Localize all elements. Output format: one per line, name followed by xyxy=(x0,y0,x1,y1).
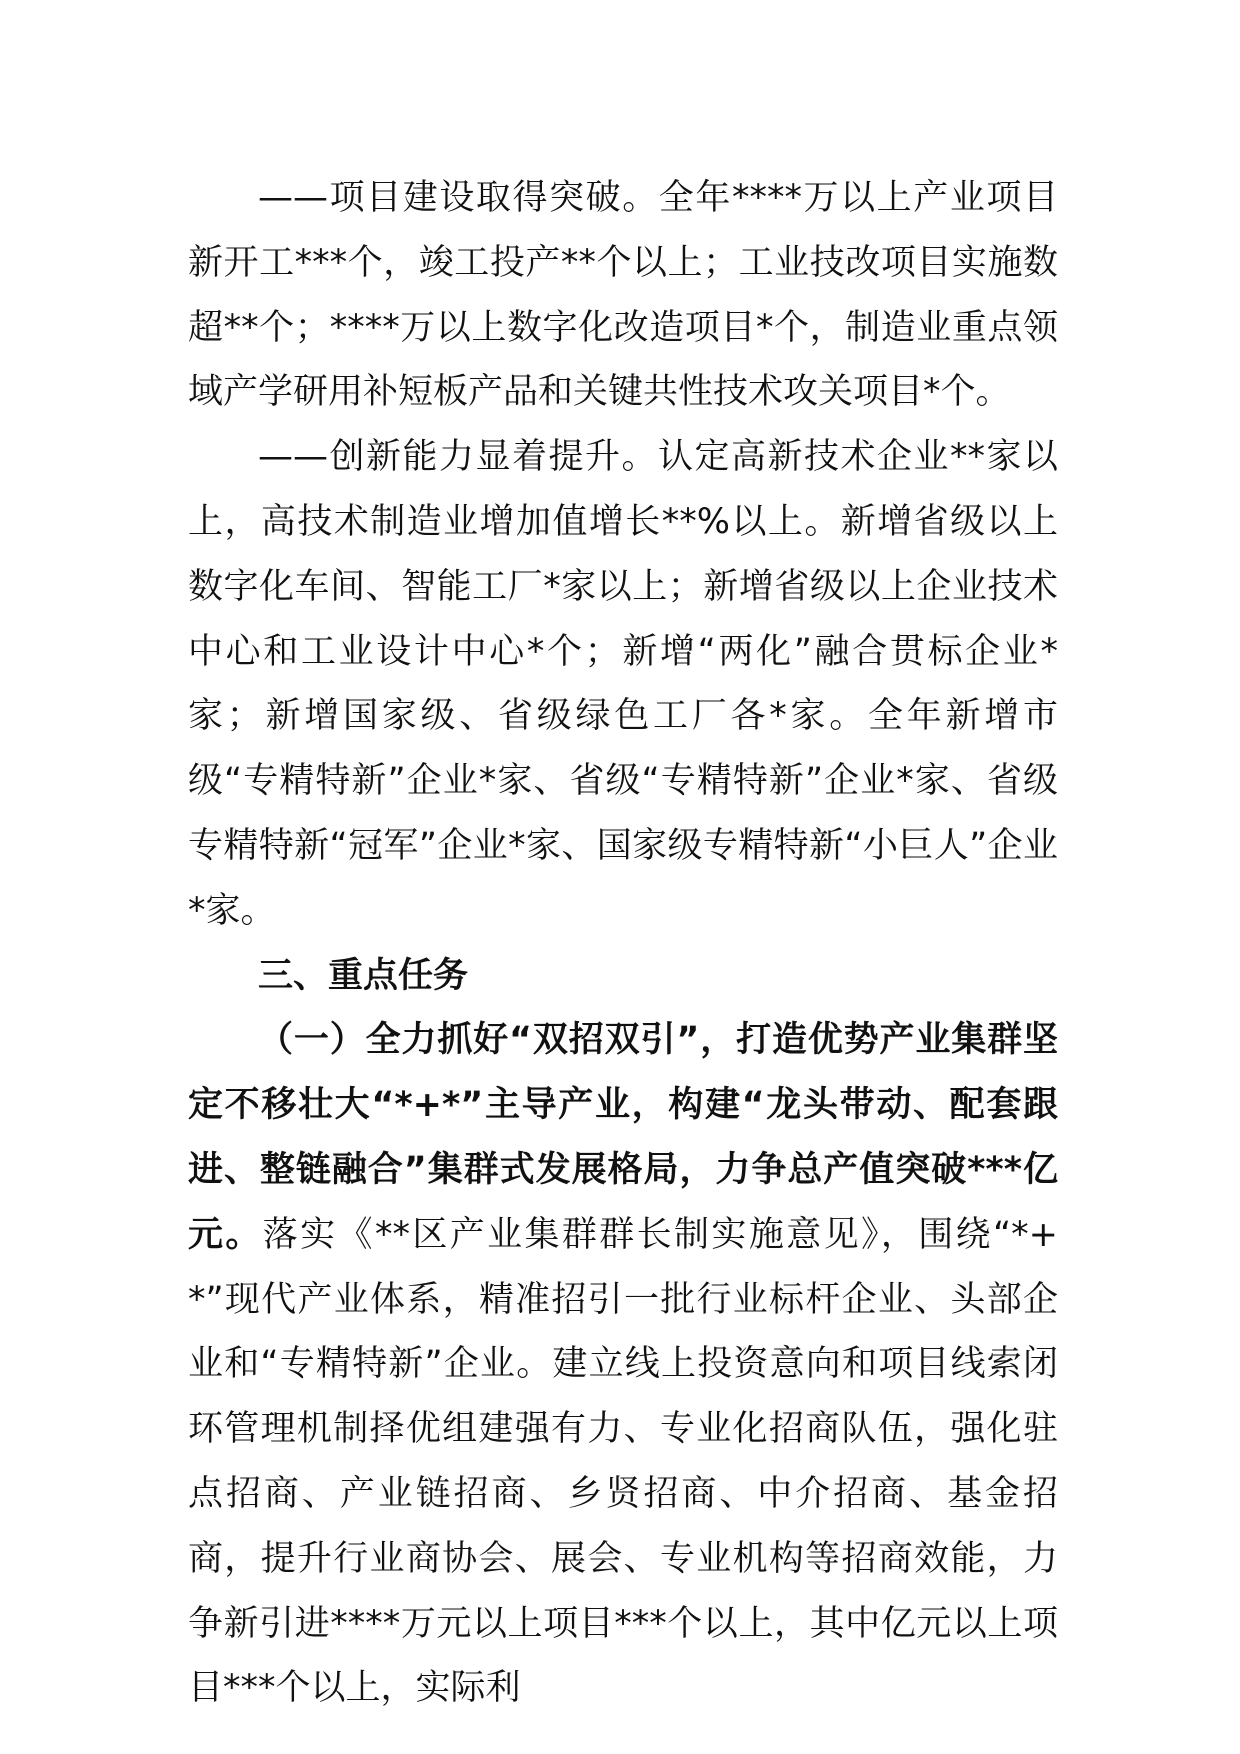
paragraph-innovation-capability: ——创新能力显着提升。认定高新技术企业**家以上，高技术制造业增加值增长**%以上。新增省级以上数字化车间、智能工厂*家以上；新增省级以上企业技术中心和工业设计中心*个；新增“两化”融合贯标企业*家；新增国家级、省级绿色工厂各*家。全年新增市级“专精特新”企业*家、省级“专精特新”企业*家、省级专精特新“冠军”企业*家、国家级专精特新“小巨人”企业*家。 xyxy=(188,437,1058,931)
section-heading-key-tasks: 三、重点任务 xyxy=(258,955,469,996)
task-one-bold-lead: （一）全力抓好“双招双引”，打造优势产业集群坚定不移壮大“*+*”主导产业，构建“龙头带动、配套跟进、整链融合”集群式发展格局，力争总产值突破***亿元。 xyxy=(188,1020,1058,1255)
document-body xyxy=(188,166,1058,1721)
paragraph-task-one xyxy=(188,1008,1058,1721)
paragraph-project-construction: ——项目建设取得突破。全年****万以上产业项目新开工***个，竣工投产**个以上；工业技改项目实施数超**个；****万以上数字化改造项目*个，制造业重点领域产学研用补短板产品和关键共性技术攻关项目*个。 xyxy=(188,178,1058,413)
task-one-body: 落实《**区产业集群群长制实施意见》，围绕“*+*”现代产业体系，精准招引一批行业标杆企业、头部企业和“专精特新”企业。建立线上投资意向和项目线索闭环管理机制择优组建强有力、专业化招商队伍，强化驻点招商、产业链招商、乡贤招商、中介招商、基金招商，提升行业商协会、展会、专业机构等招商效能，力争新引进****万元以上项目***个以上，其中亿元以上项目***个以上，实际利 xyxy=(188,1214,1058,1709)
